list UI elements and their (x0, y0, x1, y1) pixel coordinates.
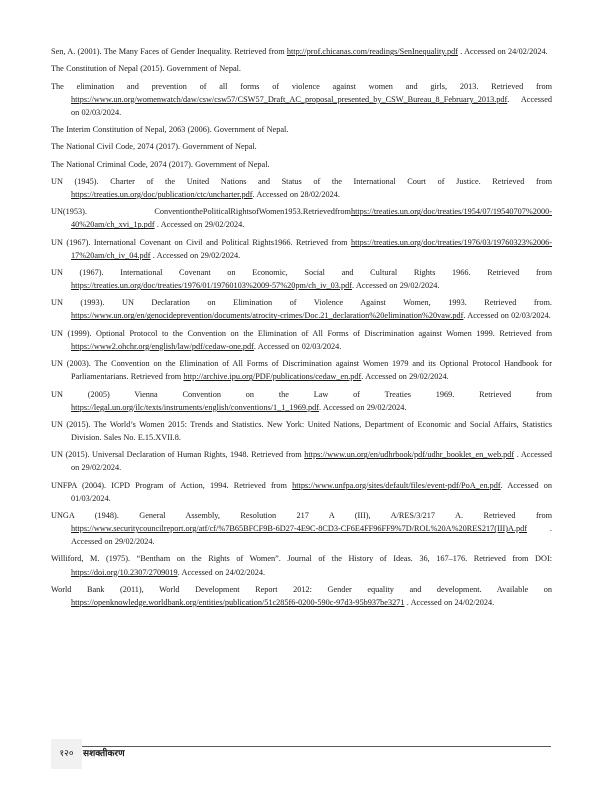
reference-link[interactable]: https://www.un.org/womenwatch/daw/csw/csw57/CSW57_Draft_AC_proposal_presented_by_CSW_Bureau_8_February_2013.pdf (71, 94, 508, 104)
reference-accessed: . Accessed on 29/02/2024. (154, 220, 245, 230)
reference-accessed: . Accessed on 29/02/2024. (319, 402, 407, 412)
reference-text: UN (2015). Universal Declaration of Human Rights, 1948. Retrieved from (51, 450, 305, 460)
reference-link[interactable]: https://www.un.org/en/udhrbook/pdf/udhr_booklet_en_web.pdf (304, 450, 515, 460)
reference-accessed: . Accessed on 29/02/2024. (71, 524, 552, 547)
reference-entry (51, 266, 552, 292)
reference-link[interactable]: http://prof.chicanas.com/readings/SenInequality.pdf (286, 47, 458, 56)
reference-link[interactable]: https://doi.org/10.2307/2709019 (71, 567, 178, 577)
reference-accessed: . Accessed on 02/03/2024. (71, 94, 552, 117)
reference-entry (51, 175, 552, 201)
reference-accessed: . Accessed on 24/02/2024. (177, 567, 266, 577)
reference-link[interactable]: https://openknowledge.worldbank.org/entities/publication/51c285f6-0200-590c-97d3-95b937be3271 (71, 597, 405, 607)
reference-text: UN (2005) Vienna Convention on the Law of Treaties 1969. Retrieved from (51, 389, 552, 399)
reference-text: UNGA (1948). General Assembly, Resolution 217 A (III), A/RES/3/217 A. Retrieved from (51, 511, 552, 520)
reference-link[interactable]: https://www.un.org/en/genocideprevention/documents/atrocity-crimes/Doc.21_declaration%20elimination%20vaw.pdf (71, 311, 464, 321)
reference-text: The National Criminal Code, 2074 (2017). Government of Nepal. (51, 159, 270, 169)
reference-entry (51, 448, 552, 474)
reference-accessed: . Accessed on 02/03/2024. (253, 341, 342, 351)
reference-accessed: . Accessed on 24/02/2024. (404, 597, 495, 607)
reference-link[interactable]: https://treaties.un.org/doc/treaties/1954/07/19540707%2000-40%20am/ch_xvi_1p.pdf (71, 207, 552, 230)
reference-accessed: . Accessed on 29/02/2024. (150, 250, 241, 260)
reference-text: The Constitution of Nepal (2015). Government of Nepal. (51, 64, 241, 74)
footer-divider (51, 746, 551, 747)
reference-entry (51, 583, 552, 609)
reference-text: UN (1999). Optional Protocol to the Convention on the Elimination of All Forms of Discrimination against Women 1999. Retrieved from (51, 328, 552, 338)
reference-entry (51, 418, 552, 444)
reference-entry (51, 123, 552, 136)
reference-entry (51, 552, 552, 578)
reference-text: Sen, A. (2001). The Many Faces of Gender Inequality. Retrieved from (51, 47, 287, 56)
reference-accessed: . Accessed on 01/03/2024. (71, 480, 552, 503)
reference-accessed: . Accessed on 29/02/2024. (352, 281, 440, 291)
reference-accessed: . Accessed on 28/02/2024. (252, 189, 340, 199)
reference-entry (51, 45, 552, 58)
reference-entry (51, 140, 552, 153)
reference-text: UN (1967). International Covenant on Civil and Political Rights1966. Retrieved from (51, 237, 351, 247)
reference-entry (51, 357, 552, 383)
reference-accessed: . Accessed on 02/03/2024. (463, 311, 551, 321)
reference-link[interactable]: https://www.unfpa.org/sites/default/files/event-pdf/PoA_en.pdf (292, 480, 501, 490)
reference-text: The Interim Constitution of Nepal, 2063 (2006). Government of Nepal. (51, 125, 289, 135)
reference-entry (51, 80, 552, 119)
reference-entry (51, 479, 552, 505)
reference-text: UN(1953). ConventionthePoliticalRightsofWomen1953.Retrievedfrom (51, 207, 351, 217)
reference-text: UN (1993). UN Declaration on Elimination of Violence Against Women, 1993. Retrieved from. (51, 298, 552, 308)
running-title: सशक्तीकरण (83, 749, 125, 759)
reference-text: UNFPA (2004). ICPD Program of Action, 1994. Retrieved from (51, 480, 293, 490)
page-number: १२० (51, 739, 82, 769)
reference-entry (51, 327, 552, 353)
reference-text: World Bank (2011), World Development Report 2012: Gender equality and development. Available on (51, 584, 552, 594)
reference-entry (51, 509, 552, 548)
reference-entry (51, 62, 552, 75)
reference-entry (51, 205, 552, 231)
reference-entry (51, 296, 552, 322)
reference-link[interactable]: https://treaties.un.org/doc/publication/ctc/uncharter.pdf (71, 189, 253, 199)
reference-text: UN (1967). International Covenant on Economic, Social and Cultural Rights 1966. Retrieved from (51, 268, 552, 277)
reference-text: The elimination and prevention of all forms of violence against women and girls, 2013. Retrieved from (51, 81, 552, 91)
reference-text: UN (2003). The Convention on the Elimination of All Forms of Discrimination against Women 1979 and its Optional Protocol Handbook for Parliamentarians. Retrieved from (51, 359, 552, 382)
reference-entry (51, 236, 552, 262)
reference-link[interactable]: https://www.securitycouncilreport.org/atf/cf/%7B65BFCF9B-6D27-4E9C-8CD3-CF6E4FF96FF9%7D/ROL%20A%20RES217(III)A.pdf (71, 524, 528, 534)
reference-list (51, 45, 552, 613)
reference-entry (51, 158, 552, 171)
reference-link[interactable]: https://www2.ohchr.org/english/law/pdf/cedaw-one.pdf (71, 341, 254, 351)
reference-link[interactable]: https://treaties.un.org/doc/treaties/1976/03/19760323%2006-17%20am/ch_iv_04.pdf (71, 237, 552, 260)
reference-text: UN (1945). Charter of the United Nations and Status of the International Court of Justice. Retrieved from (51, 176, 552, 186)
reference-entry (51, 388, 552, 414)
page-footer (51, 739, 551, 769)
reference-link[interactable]: https://legal.un.org/ilc/texts/instruments/english/conventions/1_1_1969.pdf (71, 402, 320, 412)
reference-link[interactable]: https://treaties.un.org/doc/treaties/1976/01/19760103%2009-57%20pm/ch_iv_03.pdf (71, 281, 352, 291)
reference-accessed: . Accessed on 24/02/2024. (457, 47, 548, 56)
reference-text: The National Civil Code, 2074 (2017). Government of Nepal. (51, 142, 257, 152)
reference-text: UN (2015). The World’s Women 2015: Trends and Statistics. New York: United Nations, Department of Economic and Social Affairs, Statistics Division. Sales No. E.15.XVII.8. (51, 419, 552, 442)
reference-link[interactable]: http://archive.ipu.org/PDF/publications/cedaw_en.pdf (183, 372, 362, 382)
reference-accessed: . Accessed on 29/02/2024. (361, 372, 449, 382)
reference-text: Williford, M. (1975). “Bentham on the Rights of Women”. Journal of the History of Ideas. 36, 167–176. Retrieved from DOI: (51, 554, 552, 564)
reference-accessed: . Accessed on 29/02/2024. (71, 450, 552, 473)
